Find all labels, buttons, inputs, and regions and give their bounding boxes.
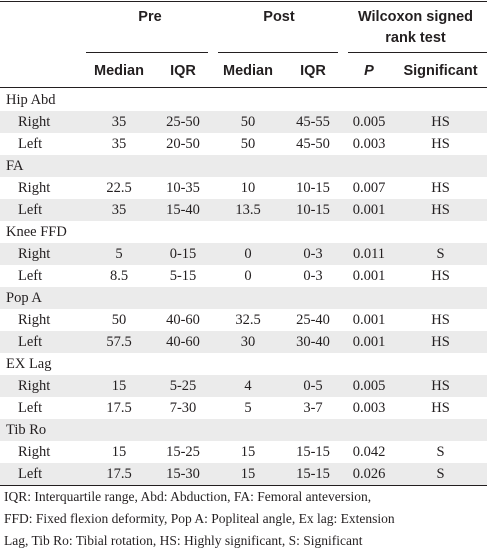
cell-post-median: 15 [240,466,256,482]
cell-p-value: 0.001 [352,334,386,350]
cell-significance: HS [431,114,450,130]
post-group-underline [218,52,338,53]
table-row [0,331,487,353]
col-header-post-iqr: IQR [300,63,326,79]
cell-post-iqr: 15-15 [296,466,330,482]
col-header-pre-iqr: IQR [170,63,196,79]
cell-pre-median: 35 [111,202,127,218]
cell-post-median: 50 [240,114,256,130]
cell-post-iqr: 25-40 [296,312,330,328]
cell-post-iqr: 15-15 [296,444,330,460]
cell-significance: HS [431,268,450,284]
cell-pre-median: 35 [111,136,127,152]
cell-pre-iqr: 40-60 [166,312,200,328]
cell-significance: HS [431,334,450,350]
cell-post-median: 32.5 [235,312,261,328]
pre-group-underline [86,52,208,53]
table-row [0,133,487,155]
side-label: Left [18,400,43,416]
cell-pre-iqr: 10-35 [166,180,200,196]
footnote-line: FFD: Fixed flexion deformity, Pop A: Popliteal angle, Ex lag: Extension [4,511,395,526]
cell-pre-median: 15 [111,378,127,394]
table-section-row [0,221,487,243]
cell-significance: HS [431,202,450,218]
col-header-post-median: Median [223,63,273,79]
cell-p-value: 0.011 [352,246,386,262]
cell-significance: HS [431,378,450,394]
cell-post-iqr: 10-15 [296,180,330,196]
side-label: Right [18,180,51,196]
table-section-row [0,155,487,177]
table-row [0,111,487,133]
cell-significance: S [436,444,445,460]
table-section-row [0,353,487,375]
cell-post-iqr: 30-40 [296,334,330,350]
cell-pre-iqr: 15-40 [166,202,200,218]
col-header-pre-median: Median [94,63,144,79]
table-row [0,265,487,287]
side-label: Left [18,202,43,218]
section-label: Pop A [6,290,42,306]
table-row [0,309,487,331]
side-label: Left [18,334,43,350]
cell-post-median: 4 [244,378,252,394]
section-label: Tib Ro [6,422,47,438]
footnote-line: Lag, Tib Ro: Tibial rotation, HS: Highly significant, S: Significant [4,533,363,548]
cell-p-value: 0.003 [352,400,386,416]
cell-significance: HS [431,180,450,196]
cell-pre-iqr: 0-15 [169,246,197,262]
table-row [0,199,487,221]
cell-post-median: 15 [240,444,256,460]
side-label: Left [18,268,43,284]
col-header-p-value: P [364,63,374,79]
cell-pre-iqr: 15-25 [166,444,200,460]
side-label: Right [18,312,51,328]
cell-significance: HS [431,312,450,328]
cell-pre-median: 17.5 [106,466,132,482]
cell-pre-median: 35 [111,114,127,130]
cell-pre-iqr: 40-60 [166,334,200,350]
table-row [0,397,487,419]
cell-post-median: 0 [244,268,252,284]
cell-post-median: 5 [244,400,252,416]
header-pre: Pre [138,9,162,25]
section-label: Hip Abd [6,92,56,108]
cell-p-value: 0.005 [352,378,386,394]
section-label: EX Lag [6,356,52,372]
cell-pre-median: 5 [115,246,123,262]
wilcoxon-group-underline [348,52,487,53]
cell-pre-median: 22.5 [106,180,132,196]
cell-pre-median: 8.5 [109,268,129,284]
side-label: Right [18,444,51,460]
cell-pre-iqr: 5-15 [169,268,197,284]
cell-significance: S [436,466,445,482]
table-section-row [0,89,487,111]
side-label: Right [18,114,51,130]
cell-pre-iqr: 15-30 [166,466,200,482]
cell-post-median: 10 [240,180,256,196]
cell-pre-median: 57.5 [106,334,132,350]
side-label: Right [18,378,51,394]
cell-p-value: 0.007 [352,180,386,196]
cell-significance: HS [431,400,450,416]
cell-pre-median: 15 [111,444,127,460]
table-section-row [0,419,487,441]
table-footnote [4,486,484,552]
table-row [0,177,487,199]
cell-pre-iqr: 7-30 [169,400,197,416]
table-section-row [0,287,487,309]
cell-pre-iqr: 5-25 [169,378,197,394]
table-row [0,463,487,485]
cell-p-value: 0.001 [352,202,386,218]
cell-p-value: 0.005 [352,114,386,130]
header-bottom-rule [0,87,487,88]
cell-post-median: 50 [240,136,256,152]
table-top-rule [0,1,487,2]
cell-post-iqr: 0-5 [303,378,323,394]
cell-pre-median: 50 [111,312,127,328]
cell-pre-iqr: 25-50 [166,114,200,130]
table-row [0,375,487,397]
cell-post-median: 0 [244,246,252,262]
header-wilcoxon-line2: rank test [385,30,446,46]
cell-p-value: 0.026 [352,466,386,482]
cell-post-median: 30 [240,334,256,350]
side-label: Left [18,136,43,152]
cell-p-value: 0.001 [352,268,386,284]
cell-significance: S [436,246,445,262]
cell-post-iqr: 45-55 [296,114,330,130]
side-label: Left [18,466,43,482]
cell-post-iqr: 3-7 [303,400,323,416]
cell-post-iqr: 0-3 [303,268,323,284]
section-label: Knee FFD [6,224,67,240]
cell-post-iqr: 45-50 [296,136,330,152]
cell-p-value: 0.001 [352,312,386,328]
cell-pre-iqr: 20-50 [166,136,200,152]
footnote-line: IQR: Interquartile range, Abd: Abduction, FA: Femoral anteversion, [4,489,372,504]
col-header-significant: Significant [403,63,478,79]
table-row [0,441,487,463]
cell-p-value: 0.003 [352,136,386,152]
side-label: Right [18,246,51,262]
cell-post-iqr: 10-15 [296,202,330,218]
cell-pre-median: 17.5 [106,400,132,416]
cell-p-value: 0.042 [352,444,386,460]
cell-post-iqr: 0-3 [303,246,323,262]
header-post: Post [263,9,295,25]
cell-significance: HS [431,136,450,152]
cell-post-median: 13.5 [235,202,261,218]
table-row [0,243,487,265]
header-wilcoxon-line1: Wilcoxon signed [357,9,474,25]
section-label: FA [6,158,24,174]
